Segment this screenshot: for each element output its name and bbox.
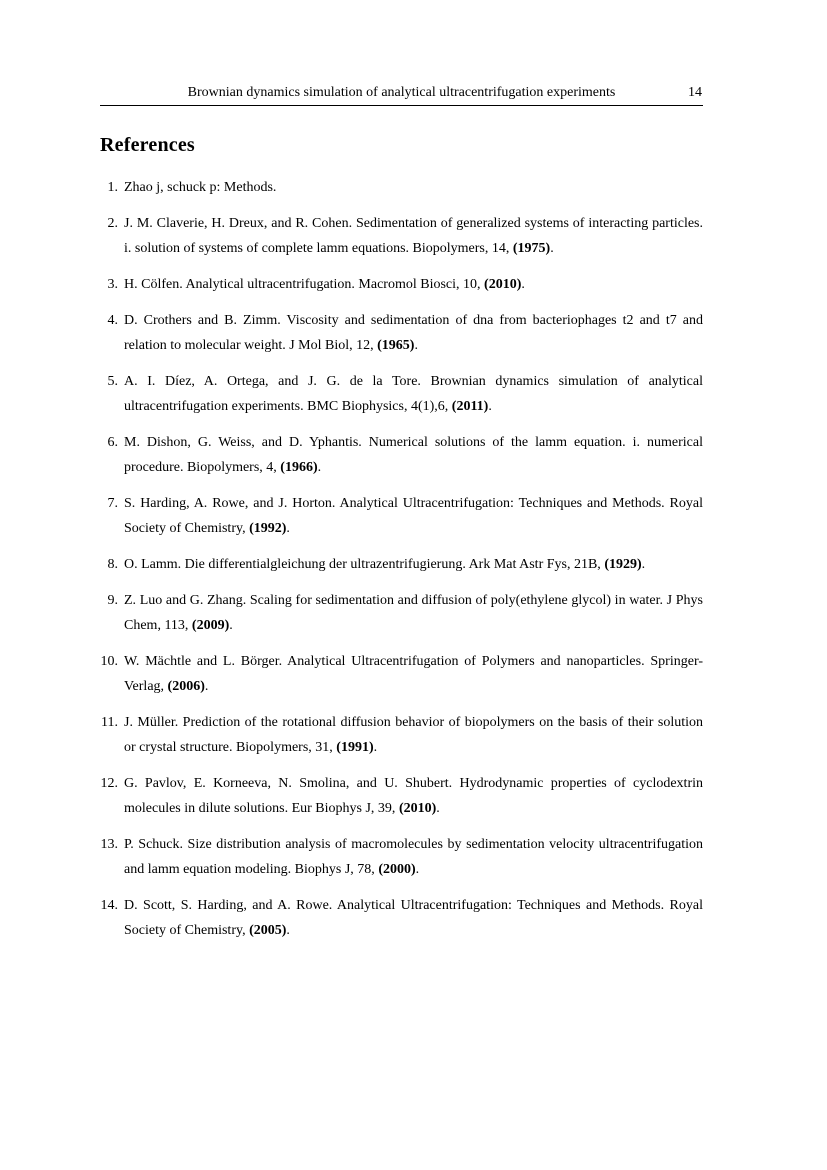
reference-tail: .	[229, 618, 233, 633]
reference-text	[124, 430, 703, 480]
reference-text	[124, 272, 703, 297]
reference-number: 11.	[101, 715, 118, 730]
reference-tail: .	[641, 557, 646, 572]
reference-number: 4.	[107, 313, 118, 328]
reference-body: D. Scott, S. Harding, and A. Rowe. Analytical Ultracentrifugation: Techniques and Methods. Royal Society of Chemistry,	[124, 898, 703, 938]
reference-number: 9.	[107, 593, 118, 608]
references-list	[96, 175, 703, 954]
reference-year: (1975)	[512, 241, 551, 256]
reference-tail: .	[521, 277, 525, 292]
reference-year: (2010)	[398, 801, 437, 816]
reference-text	[124, 771, 703, 821]
reference-number: 3.	[107, 277, 118, 292]
reference-text	[124, 175, 703, 200]
reference-item	[96, 893, 703, 943]
reference-text	[124, 710, 703, 760]
reference-item	[96, 491, 703, 541]
reference-number: 2.	[107, 216, 118, 231]
reference-body: J. Müller. Prediction of the rotational diffusion behavior of biopolymers on the basis of their solution or crystal structure. Biopolymers, 31,	[124, 715, 703, 755]
reference-body: G. Pavlov, E. Korneeva, N. Smolina, and U. Shubert. Hydrodynamic properties of cyclodextrin molecules in dilute solutions. Eur Biophys J, 39,	[124, 776, 703, 816]
reference-year: (1991)	[336, 740, 374, 755]
reference-year: (2011)	[451, 399, 489, 414]
reference-number: 12.	[100, 776, 118, 791]
reference-item	[96, 272, 703, 297]
reference-body: M. Dishon, G. Weiss, and D. Yphantis. Numerical solutions of the lamm equation. i. numerical procedure. Biopolymers, 4,	[124, 435, 703, 475]
reference-tail: .	[286, 923, 290, 938]
reference-text	[124, 211, 703, 261]
reference-number: 1.	[107, 180, 118, 195]
running-header-title: Brownian dynamics simulation of analytical ultracentrifugation experiments	[187, 85, 616, 100]
reference-year: (1965)	[377, 338, 415, 353]
reference-number: 14.	[100, 898, 118, 913]
reference-body: Z. Luo and G. Zhang. Scaling for sedimentation and diffusion of poly(ethylene glycol) in water. J Phys Chem, 113,	[124, 593, 703, 633]
reference-text	[124, 308, 703, 358]
reference-tail: .	[373, 740, 378, 755]
reference-year: (1992)	[249, 521, 287, 536]
reference-text	[124, 649, 703, 699]
reference-item	[96, 175, 703, 200]
reference-item	[96, 211, 703, 261]
reference-number: 7.	[107, 496, 118, 511]
reference-body: H. Cölfen. Analytical ultracentrifugation. Macromol Biosci, 10,	[124, 277, 485, 292]
reference-year: (2006)	[167, 679, 205, 694]
reference-text	[124, 832, 703, 882]
reference-body: Zhao j, schuck p: Methods.	[124, 180, 277, 195]
reference-year: (2000)	[378, 862, 416, 877]
reference-number: 13.	[100, 837, 118, 852]
reference-tail: .	[415, 862, 420, 877]
reference-body: P. Schuck. Size distribution analysis of macromolecules by sedimentation velocity ultracentrifugation and lamm equation modeling. Biophys J, 78,	[124, 837, 703, 877]
page-number: 14	[688, 85, 702, 100]
reference-number: 8.	[107, 557, 118, 572]
reference-number: 6.	[107, 435, 118, 450]
reference-tail: .	[550, 241, 554, 256]
reference-text	[124, 552, 703, 577]
reference-number: 10.	[100, 654, 118, 669]
reference-text	[124, 588, 703, 638]
running-header	[100, 85, 703, 106]
section-title-references: References	[100, 134, 195, 156]
reference-body: S. Harding, A. Rowe, and J. Horton. Analytical Ultracentrifugation: Techniques and Methods. Royal Society of Chemistry,	[124, 496, 703, 536]
reference-item	[96, 710, 703, 760]
reference-tail: .	[286, 521, 290, 536]
reference-tail: .	[436, 801, 440, 816]
reference-year: (2005)	[249, 923, 287, 938]
reference-tail: .	[204, 679, 209, 694]
reference-body: D. Crothers and B. Zimm. Viscosity and sedimentation of dna from bacteriophages t2 and t7 and relation to molecular weight. J Mol Biol, 12,	[124, 313, 703, 353]
reference-item	[96, 430, 703, 480]
reference-body: W. Mächtle and L. Börger. Analytical Ultracentrifugation of Polymers and nanoparticles. Springer-Verlag,	[124, 654, 703, 694]
reference-item	[96, 832, 703, 882]
reference-year: (1929)	[604, 557, 642, 572]
reference-text	[124, 491, 703, 541]
reference-year: (2009)	[191, 618, 230, 633]
reference-item	[96, 649, 703, 699]
reference-item	[96, 552, 703, 577]
reference-item	[96, 308, 703, 358]
reference-item	[96, 369, 703, 419]
reference-text	[124, 369, 703, 419]
reference-year: (2010)	[484, 277, 522, 292]
reference-text	[124, 893, 703, 943]
reference-item	[96, 771, 703, 821]
reference-tail: .	[488, 399, 492, 414]
reference-body: O. Lamm. Die differentialgleichung der ultrazentrifugierung. Ark Mat Astr Fys, 21B,	[124, 557, 605, 572]
reference-tail: .	[317, 460, 322, 475]
reference-year: (1966)	[280, 460, 318, 475]
reference-tail: .	[414, 338, 418, 353]
reference-body: A. I. Díez, A. Ortega, and J. G. de la Tore. Brownian dynamics simulation of analytical ultracentrifugation experiments. BMC Biophysics, 4(1),6,	[124, 374, 703, 414]
reference-number: 5.	[107, 374, 118, 389]
reference-body: J. M. Claverie, H. Dreux, and R. Cohen. Sedimentation of generalized systems of interacting particles. i. solution of systems of complete lamm equations. Biopolymers, 14,	[124, 216, 703, 256]
reference-item	[96, 588, 703, 638]
